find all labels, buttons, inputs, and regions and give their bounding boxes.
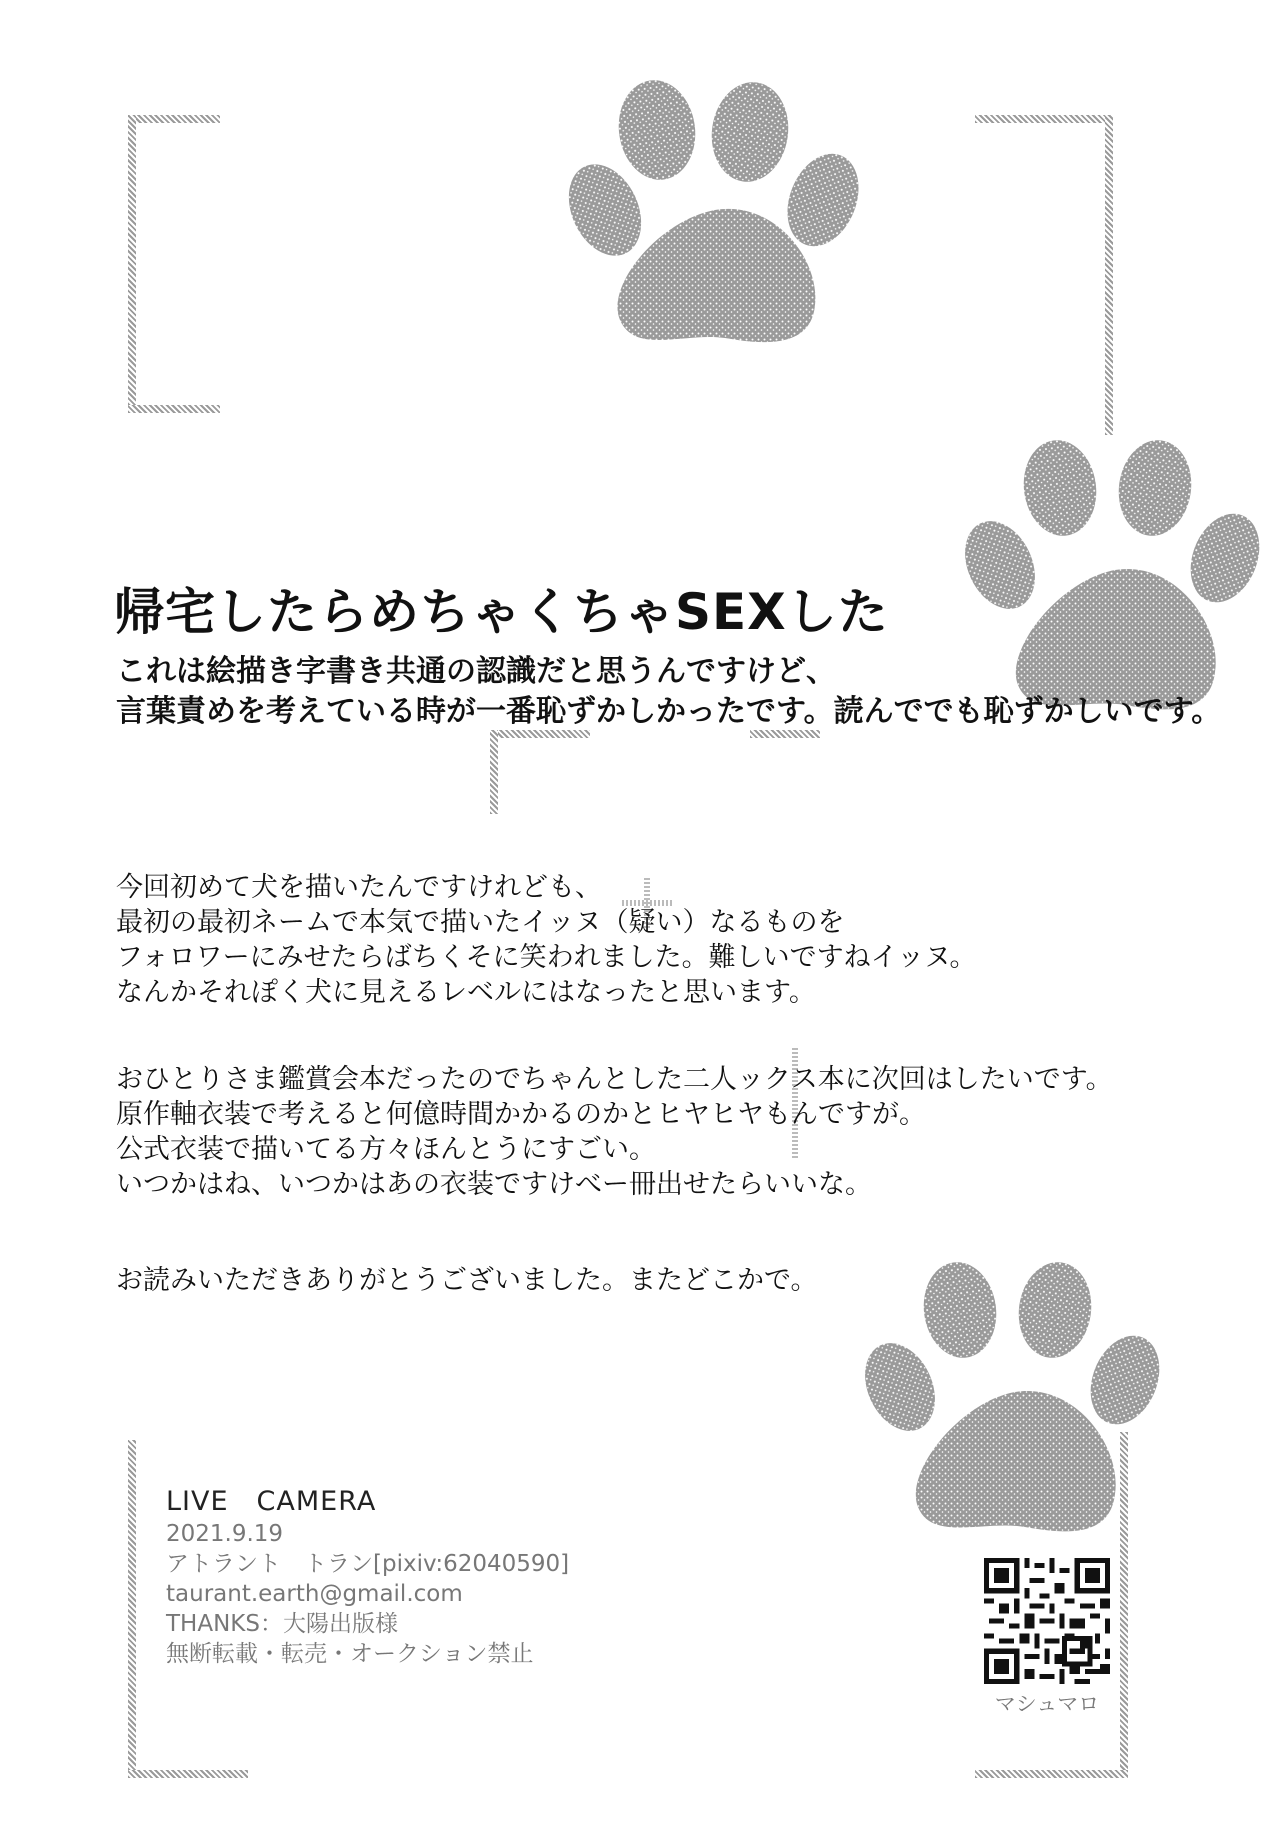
paw-print-icon (860, 1262, 1160, 1552)
paragraph-line: 今回初めて犬を描いたんですけれども、 (116, 872, 602, 903)
paragraph-line: いつかはね、いつかはあの衣装ですけべー冊出せたらいいな。 (116, 1169, 872, 1200)
colophon-email: taurant.earth@gmail.com (166, 1581, 463, 1607)
paragraph-next-book (116, 1062, 1113, 1202)
colophon-book-title: LIVE CAMERA (166, 1486, 377, 1517)
colophon-notice: 無断転載・転売・オークション禁止 (166, 1641, 534, 1667)
paragraph-line: おひとりさま鑑賞会本だったのでちゃんとした二人ックス本に次回はしたいです。 (116, 1064, 1113, 1095)
closing-message: お読みいただきありがとうございました。またどこかで。 (116, 1265, 818, 1296)
paw-print-icon (565, 80, 865, 360)
page-title: 帰宅したらめちゃくちゃSEXした (114, 583, 889, 641)
qr-label: マシュマロ (994, 1692, 1100, 1716)
qr-code-icon[interactable] (984, 1558, 1110, 1684)
subtitle (116, 652, 1221, 732)
paragraph-line: フォロワーにみせたらばちくそに笑われました。難しいですねイッヌ。 (116, 942, 977, 973)
paragraph-line: なんかそれぽく犬に見えるレベルにはなったと思います。 (116, 977, 816, 1008)
paragraph-line: 原作軸衣装で考えると何億時間かかるのかとヒヤヒヤもんですが。 (116, 1099, 926, 1130)
colophon-thanks: THANKS：大陽出版様 (166, 1611, 398, 1637)
colophon (166, 1487, 569, 1669)
subtitle-line: これは絵描き字書き共通の認識だと思うんですけど、 (116, 654, 836, 689)
colophon-author: アトラント トラン[pixiv:62040590] (166, 1551, 570, 1577)
subtitle-line: 言葉責めを考えている時が一番恥ずかしかったです。読んででも恥ずかしいです。 (116, 694, 1222, 729)
paragraph-line: 公式衣装で描いてる方々ほんとうにすごい。 (116, 1134, 656, 1165)
paragraph-first-dog (116, 870, 977, 1010)
colophon-date: 2021.9.19 (166, 1521, 284, 1547)
paragraph-line: 最初の最初ネームで本気で描いたイッヌ（疑い）なるものを (116, 907, 845, 938)
